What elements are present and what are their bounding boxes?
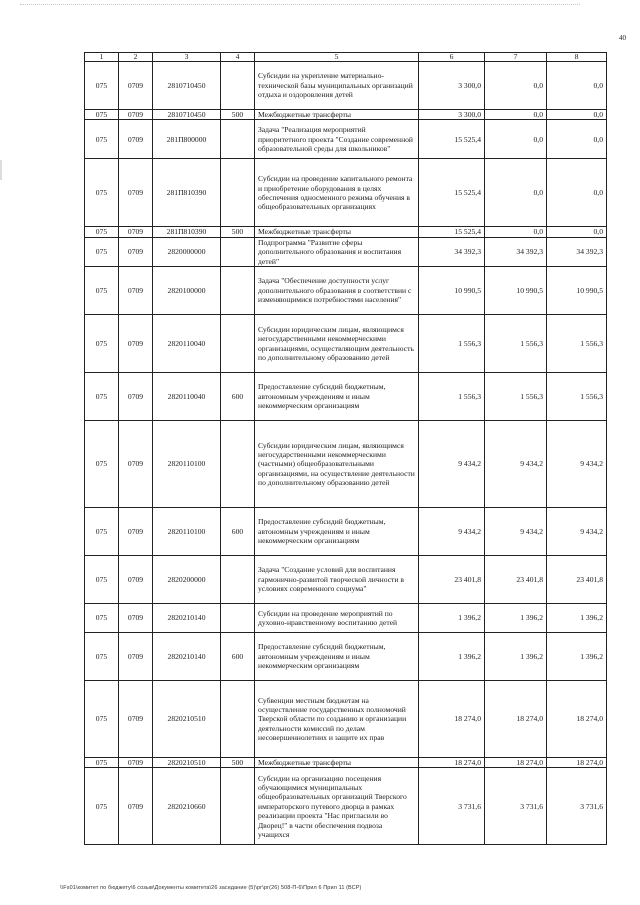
admin-code-cell: 075 <box>85 768 119 845</box>
target-article-cell: 281П810390 <box>153 159 221 227</box>
amount-year2-cell: 1 556,3 <box>485 373 547 421</box>
target-article-cell: 2820110040 <box>153 315 221 373</box>
amount-year1-cell: 3 300,0 <box>419 110 485 120</box>
table-row <box>85 681 607 758</box>
target-article-cell: 2820110100 <box>153 508 221 556</box>
amount-year3-cell: 0,0 <box>547 159 607 227</box>
section-code-cell: 0709 <box>119 421 153 508</box>
amount-year1-cell: 1 556,3 <box>419 373 485 421</box>
section-code-cell: 0709 <box>119 556 153 604</box>
section-code-cell: 0709 <box>119 633 153 681</box>
table-row <box>85 267 607 315</box>
expense-type-cell <box>221 315 255 373</box>
table-row <box>85 159 607 227</box>
table-row <box>85 373 607 421</box>
admin-code-cell: 075 <box>85 315 119 373</box>
amount-year1-cell: 15 525,4 <box>419 227 485 237</box>
header-cell: 8 <box>547 53 607 62</box>
admin-code-cell: 075 <box>85 159 119 227</box>
admin-code-cell: 075 <box>85 267 119 315</box>
item-name-cell: Субсидии юридическим лицам, являющимся негосударственными некоммерческими организациями, осуществляющим деятельность по дополнительному образованию детей <box>255 315 419 373</box>
item-name-cell: Субсидии на организацию посещения обучающимися муниципальных общеобразовательных организаций Тверского императорского путевого дворца в рамках реализации проекта "Нас пригласили во Дворец!" в части обеспечения подвоза учащихся <box>255 768 419 845</box>
header-cell: 3 <box>153 53 221 62</box>
budget-table <box>84 52 607 845</box>
section-code-cell: 0709 <box>119 227 153 237</box>
expense-type-cell <box>221 604 255 633</box>
table-row <box>85 62 607 110</box>
table-row <box>85 633 607 681</box>
item-name-cell: Задача "Реализация мероприятий приоритетного проекта "Создание современной образовательной среды для школьников" <box>255 120 419 159</box>
amount-year1-cell: 1 396,2 <box>419 604 485 633</box>
amount-year2-cell: 1 396,2 <box>485 604 547 633</box>
item-name-cell: Субвенции местным бюджетам на осуществление государственных полномочий Тверской области по созданию и организации деятельности комиссий по делам несовершеннолетних и защите их прав <box>255 681 419 758</box>
admin-code-cell: 075 <box>85 604 119 633</box>
amount-year3-cell: 3 731,6 <box>547 768 607 845</box>
amount-year2-cell: 10 990,5 <box>485 267 547 315</box>
amount-year3-cell: 0,0 <box>547 110 607 120</box>
admin-code-cell: 075 <box>85 237 119 266</box>
section-code-cell: 0709 <box>119 267 153 315</box>
amount-year3-cell: 1 396,2 <box>547 633 607 681</box>
admin-code-cell: 075 <box>85 681 119 758</box>
table-row <box>85 556 607 604</box>
amount-year3-cell: 9 434,2 <box>547 508 607 556</box>
item-name-cell: Субсидии на проведение капитального ремонта и приобретение оборудования в целях обеспечения односменного режима обучения в общеобразовательных организациях <box>255 159 419 227</box>
admin-code-cell: 075 <box>85 758 119 768</box>
table-row <box>85 604 607 633</box>
expense-type-cell <box>221 62 255 110</box>
admin-code-cell: 075 <box>85 421 119 508</box>
target-article-cell: 2820110100 <box>153 421 221 508</box>
target-article-cell: 2820100000 <box>153 267 221 315</box>
header-cell: 5 <box>255 53 419 62</box>
admin-code-cell: 075 <box>85 62 119 110</box>
admin-code-cell: 075 <box>85 633 119 681</box>
admin-code-cell: 075 <box>85 556 119 604</box>
table-row <box>85 421 607 508</box>
target-article-cell: 2820210140 <box>153 633 221 681</box>
table-row <box>85 508 607 556</box>
item-name-cell: Субсидии юридическим лицам, являющимся негосударственными некоммерческими (частными) общеобразовательными организациями, на осуществление деятельности по дополнительному образованию детей <box>255 421 419 508</box>
section-code-cell: 0709 <box>119 373 153 421</box>
item-name-cell: Межбюджетные трансферты <box>255 110 419 120</box>
target-article-cell: 2820110040 <box>153 373 221 421</box>
expense-type-cell: 600 <box>221 508 255 556</box>
item-name-cell: Предоставление субсидий бюджетным, автономным учреждениям и иным некоммерческим организациям <box>255 633 419 681</box>
item-name-cell: Предоставление субсидий бюджетным, автономным учреждениям и иным некоммерческим организациям <box>255 508 419 556</box>
target-article-cell: 2820200000 <box>153 556 221 604</box>
amount-year2-cell: 0,0 <box>485 62 547 110</box>
header-cell: 2 <box>119 53 153 62</box>
target-article-cell: 281П810390 <box>153 227 221 237</box>
target-article-cell: 2820210510 <box>153 681 221 758</box>
item-name-cell: Субсидии на укрепление материально-технической базы муниципальных организаций отдыха и оздоровления детей <box>255 62 419 110</box>
header-cell: 4 <box>221 53 255 62</box>
admin-code-cell: 075 <box>85 508 119 556</box>
expense-type-cell: 500 <box>221 110 255 120</box>
amount-year1-cell: 18 274,0 <box>419 681 485 758</box>
expense-type-cell <box>221 237 255 266</box>
amount-year2-cell: 0,0 <box>485 120 547 159</box>
table-row <box>85 120 607 159</box>
amount-year1-cell: 9 434,2 <box>419 421 485 508</box>
item-name-cell: Задача "Обеспечение доступности услуг дополнительного образования в соответствии с изменяющимися потребностями населения" <box>255 267 419 315</box>
target-article-cell: 281П800000 <box>153 120 221 159</box>
amount-year1-cell: 15 525,4 <box>419 120 485 159</box>
expense-type-cell <box>221 681 255 758</box>
amount-year2-cell: 1 396,2 <box>485 633 547 681</box>
amount-year1-cell: 15 525,4 <box>419 159 485 227</box>
page-number: 40 <box>619 34 626 42</box>
amount-year2-cell: 9 434,2 <box>485 508 547 556</box>
section-code-cell: 0709 <box>119 604 153 633</box>
target-article-cell: 2820000000 <box>153 237 221 266</box>
expense-type-cell: 500 <box>221 227 255 237</box>
expense-type-cell <box>221 267 255 315</box>
footer-file-path: \\Fs01\комитет по бюджету\6 созыв\Документы комитета\26 заседание (5)\рг\рг(26) 508-П-6\Прил 6 Прил 11 (ВСР) <box>60 885 362 891</box>
expense-type-cell <box>221 556 255 604</box>
amount-year2-cell: 0,0 <box>485 110 547 120</box>
item-name-cell: Субсидии на проведение мероприятий по духовно-нравственному воспитанию детей <box>255 604 419 633</box>
amount-year2-cell: 3 731,6 <box>485 768 547 845</box>
section-code-cell: 0709 <box>119 159 153 227</box>
amount-year3-cell: 1 556,3 <box>547 373 607 421</box>
section-code-cell: 0709 <box>119 508 153 556</box>
target-article-cell: 2820210660 <box>153 768 221 845</box>
amount-year1-cell: 18 274,0 <box>419 758 485 768</box>
amount-year1-cell: 10 990,5 <box>419 267 485 315</box>
item-name-cell: Задача "Создание условий для воспитания гармонично-развитой творческой личности в условиях современного социума" <box>255 556 419 604</box>
admin-code-cell: 075 <box>85 120 119 159</box>
amount-year3-cell: 9 434,2 <box>547 421 607 508</box>
item-name-cell: Предоставление субсидий бюджетным, автономным учреждениям и иным некоммерческим организациям <box>255 373 419 421</box>
section-code-cell: 0709 <box>119 768 153 845</box>
amount-year3-cell: 0,0 <box>547 120 607 159</box>
header-cell: 1 <box>85 53 119 62</box>
table-row <box>85 758 607 768</box>
amount-year1-cell: 34 392,3 <box>419 237 485 266</box>
amount-year1-cell: 3 300,0 <box>419 62 485 110</box>
scan-artifact-top <box>20 4 580 6</box>
table-header-row <box>85 53 607 62</box>
section-code-cell: 0709 <box>119 62 153 110</box>
amount-year2-cell: 9 434,2 <box>485 421 547 508</box>
table-row <box>85 227 607 237</box>
amount-year3-cell: 0,0 <box>547 227 607 237</box>
expense-type-cell: 600 <box>221 633 255 681</box>
expense-type-cell <box>221 768 255 845</box>
expense-type-cell <box>221 159 255 227</box>
amount-year1-cell: 23 401,8 <box>419 556 485 604</box>
amount-year2-cell: 18 274,0 <box>485 758 547 768</box>
amount-year3-cell: 34 392,3 <box>547 237 607 266</box>
amount-year1-cell: 3 731,6 <box>419 768 485 845</box>
section-code-cell: 0709 <box>119 237 153 266</box>
section-code-cell: 0709 <box>119 110 153 120</box>
amount-year3-cell: 1 556,3 <box>547 315 607 373</box>
target-article-cell: 2810710450 <box>153 110 221 120</box>
expense-type-cell <box>221 421 255 508</box>
admin-code-cell: 075 <box>85 227 119 237</box>
target-article-cell: 2810710450 <box>153 62 221 110</box>
item-name-cell: Подпрограмма "Развитие сферы дополнительного образования и воспитания детей" <box>255 237 419 266</box>
header-cell: 6 <box>419 53 485 62</box>
table-row <box>85 315 607 373</box>
expense-type-cell: 600 <box>221 373 255 421</box>
amount-year1-cell: 1 396,2 <box>419 633 485 681</box>
expense-type-cell: 500 <box>221 758 255 768</box>
amount-year2-cell: 34 392,3 <box>485 237 547 266</box>
expense-type-cell <box>221 120 255 159</box>
amount-year3-cell: 0,0 <box>547 62 607 110</box>
table-row <box>85 237 607 266</box>
item-name-cell: Межбюджетные трансферты <box>255 227 419 237</box>
target-article-cell: 2820210510 <box>153 758 221 768</box>
section-code-cell: 0709 <box>119 120 153 159</box>
section-code-cell: 0709 <box>119 681 153 758</box>
amount-year2-cell: 0,0 <box>485 159 547 227</box>
target-article-cell: 2820210140 <box>153 604 221 633</box>
admin-code-cell: 075 <box>85 110 119 120</box>
table-row <box>85 768 607 845</box>
header-cell: 7 <box>485 53 547 62</box>
section-code-cell: 0709 <box>119 315 153 373</box>
amount-year2-cell: 18 274,0 <box>485 681 547 758</box>
amount-year2-cell: 23 401,8 <box>485 556 547 604</box>
amount-year3-cell: 23 401,8 <box>547 556 607 604</box>
amount-year3-cell: 18 274,0 <box>547 758 607 768</box>
table-row <box>85 110 607 120</box>
admin-code-cell: 075 <box>85 373 119 421</box>
amount-year2-cell: 0,0 <box>485 227 547 237</box>
amount-year3-cell: 1 396,2 <box>547 604 607 633</box>
scan-artifact-left <box>0 160 2 180</box>
amount-year3-cell: 18 274,0 <box>547 681 607 758</box>
amount-year1-cell: 9 434,2 <box>419 508 485 556</box>
amount-year2-cell: 1 556,3 <box>485 315 547 373</box>
amount-year3-cell: 10 990,5 <box>547 267 607 315</box>
item-name-cell: Межбюджетные трансферты <box>255 758 419 768</box>
section-code-cell: 0709 <box>119 758 153 768</box>
amount-year1-cell: 1 556,3 <box>419 315 485 373</box>
